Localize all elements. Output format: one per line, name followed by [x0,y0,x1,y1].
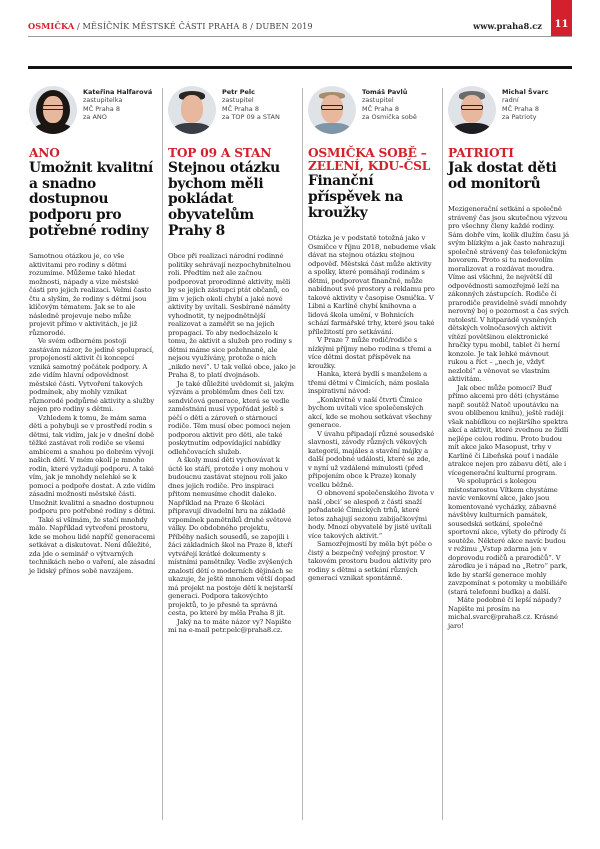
avatar [448,86,496,134]
author-role: zastupitelka [83,96,123,105]
opinion-columns [24,88,576,820]
paragraph: V úvahu připadají různé sousedské slavnosti, závody různých věkových kategorií, majáles a stavění májky a další podobné události, které se zde, v nyní už vzdálené minulosti (před připojením obce k Praze) konaly vcelku běžně. [308,429,435,489]
author-role: zastupitel [222,96,254,105]
author-name: Kateřina Halfarová [83,88,153,96]
paragraph: O obnovení společenského života v naší ‚obci‘ se alespoň z části snaží pořadatelé Čimických trhů, které letos zahajují sezonu zabijačkovými hody. Mnozí obyvatelé by jistě uvítali více takových aktivit.“ [308,489,434,540]
article-body [29,252,156,575]
paragraph: Ve svém odborném postoji zastávám názor, že jedině spoluprací, propojeností aktivit či koncepcí vzniká samotný počátek podpory. A zde vidím hlavní odpovědnost městské části. Vytvoření takových podmínek, aby mohly vznikat různorodé podpůrné aktivity a služby nejen pro rodiny s dětmi. [29,337,155,414]
party-label: ANO [29,146,60,160]
column-top09-stan [162,88,302,820]
party-label: TOP 09 A STAN [168,146,272,160]
author-role: zastupitel [362,96,394,105]
avatar [168,86,216,134]
column-patrioti [442,88,576,820]
avatar [308,86,356,134]
brand-name: OSMIČKA [28,21,75,31]
author-party: za Patrioty [502,113,537,122]
paragraph: Ve spolupráci s kolegou místostarostou Vítkem chystáme navíc venkovní akce, jako jsou komentované vycházky, zábavné návštěvy kulturních památek, sousedská setkání, společné sportovní akce, výlety do přírody či soutěže. Některé akce navíc budou v režimu „Vstup zdarma jen v doprovodu rodičů a prarodičů“. V zárodku je i nápad na „Retro“ park, kde by starší generace mohly zavzpomínat s potomky u mobiliáře (stará telefonní budka) a další. [448,477,568,596]
author-info [502,88,548,122]
column-ano [24,88,162,820]
paragraph: Hanka, která bydlí s manželem a třemi dětmi v Čimicích, nám poslala inspirativní návod: [308,370,430,396]
author-party: za TOP 09 a STAN [222,113,280,122]
author-info [83,88,152,122]
paragraph: Jaký na to máte názor vy? Napište mi na e-mail petr.pelc@praha8.cz. [168,617,292,635]
site-url[interactable]: www.praha8.cz [473,21,542,31]
paragraph: Obce při realizaci národní rodinné politiky sehrávají nezpochybnitelnou roli. Předtím než ale začnou podporovat prorodinné aktivity, měli by se jejich zástupci ptát občanů, co jim v jejich okolí chybí a jaké nové aktivity by uvítali. Sesbírané náměty vyhodnotit, ty nejpodnětnější realizovat a zaměřit se na jejich propagaci. To aby nedocházelo k tomu, že aktivit a služeb pro rodiny s dětmi máme sice požehnaně, ale nejsou využívány, protože o nich „nikdo neví“. U tak velké obce, jako je Praha 8, to platí dvojnásob. [168,252,296,380]
page-header [28,0,572,37]
author-party: za Osmička sobě [362,113,417,122]
section-divider [28,66,572,69]
paragraph: Také si všímám, že stačí mnohdy málo. Například vytvoření prostoru, kde se mohou lidé napříč generacemi setkávat a diskutovat. Není důležité, zda jde o seminář o výtvarných technikách nebo o vaření, ale zásadní je lidský přínos sobě navzájem. [29,515,156,575]
paragraph: Otázka je v podstatě totožná jako v Osmičce v říjnu 2018, nebudeme však dávat na stejnou otázku stejnou odpověď. Městská část může aktivity a spolky, které pomáhají rodinám s dětmi, podporovat finančně, může nabídnout své prostory a reklamu pro takové aktivity v časopise Osmička. V Libni a Karlíně chybí knihovna a lidová škola umění, v Bohnicích schází farmářské trhy, které jsou také příležitostí pro setkávání. [308,234,436,336]
author-block [448,88,570,138]
paragraph: Samozřejmostí by měla být péče o čistý a bezpečný veřejný prostor. V takovém prostoru budou aktivity pro rodiny s dětmi a setkání různých generací vznikat spontánně. [308,540,432,583]
party-label: OSMIČKA SOBĚ – ZELENÍ, KDU-ČSL [308,146,431,174]
author-info [362,88,417,122]
party-label: PATRIOTI [448,146,514,160]
column-osmicka-sobe [302,88,442,820]
article-body [308,234,436,583]
paragraph: Samotnou otázkou je, co vše aktivitami pro rodiny s dětmi rozumíme. Můžeme také hledat možnosti, nápady a vize městské části pro jejich realizaci. Velmi často čtu a slyším, že rodiny s dětmi jsou klíčovým tématem. Jak se to ale následně projevuje nebo může projevit přímo v aktivitách, je již různorodé. [29,252,152,337]
paragraph: Mezigenerační setkání a společně strávený čas jsou skutečnou výzvou pro všechny členy každé rodiny. Sám dobře vím, kolik dlužím času já svým blízkým a jak často nahrazuji společně strávený čas telefonickým hovorem. Proto si tu nedovolím moralizovat a rozdávat moudra. Víme asi všichni, že největší díl odpovědnosti samozřejmě leží na zákonných zástupcích. Rodiče či prarodiče pravidelně svádí mnohdy nerovný boj o pozornost a čas svých ratolestí. V hitparádě vysněných dětských volnočasových aktivit vítězí povětšinou elektronické hračky typu mobil, tablet či herní konzole. Je tak lehké mávnout rukou a říct – „nech je, vždyť nezlobí“ a věnovat se vlastním aktivitám. [448,205,569,384]
paragraph: V Praze 7 může rodič/rodiče s nízkými příjmy nebo rodina s třemi a více dětmi dostat příspěvek na kroužky. [308,336,432,370]
author-info [222,88,280,122]
avatar [29,86,77,134]
author-block [29,88,156,138]
paragraph: „Konkrétně v naší čtvrti Čimice bychom uvítali více společenských akcí, kde se mohou setkávat všechny generace. [308,395,432,430]
masthead [28,21,313,31]
article-headline: Finanční příspěvek na kroužky [308,173,403,221]
paragraph: Jak obec může pomoci? Buď přímo akcemi pro děti (chystáme např. soutěž Natoč upoutávku na svou oblíbenou knihu), ještě raději však nabídkou co nejširšího spektra akcí a aktivit, které zvednou ze židlí nejlépe celou rodinu. Proto budou mít akce jako Masopust, trhy v Karlíně či Libeňská pouť i nadále atrakce nejen pro zábavu dětí, ale i vícegenerační kulturní program. [448,383,569,477]
paragraph: A školy musí děti vychovávat k úctě ke stáří, protože i ony mohou v budoucnu zastávat stejnou roli jako dnes jejich rodiče. Pro inspiraci přitom nemusíme chodit daleko. Například na Praze 6 školáci připravují divadelní hru na základě vzpomínek pamětníků druhé světové války. Do obdobného projektu, Příběhy našich sousedů, se zapojili i žáci základních škol na Praze 8, kteří vytvářejí krátké dokumenty s místními pamětníky. Vedle zvýšených znalostí dětí o moderních dějinách se ukazuje, že ještě mnohem větší dopad má projekt na postoje dětí k nejstarší generaci. Podpora takovýchto projektů, to je přesně ta správná cesta, po které by měla Praha 8 jít. [168,456,296,618]
author-block [308,88,436,138]
author-role: radní [502,96,519,105]
article-headline: Jak dostat děti od monitorů [448,160,557,192]
author-district: MČ Praha 8 [362,104,399,113]
author-district: MČ Praha 8 [502,104,539,113]
masthead-issue: / MĚSÍČNÍK MĚSTSKÉ ČÁSTI PRAHA 8 / DUBEN 2019 [74,21,313,31]
author-name: Michal Švarc [502,88,549,96]
author-district: MČ Praha 8 [83,104,120,113]
article-body [448,205,570,630]
paragraph: Máte podobné či lepší nápady? Napište mi prosím na michal.svarc@praha8.cz. Krásné jaro! [448,596,562,630]
author-block [168,88,296,138]
author-name: Petr Pelc [222,88,256,96]
article-headline: Umožnit kvalitní a snadno dostupnou podporu pro potřebné rodiny [29,160,153,239]
page-number: 11 [551,0,572,36]
paragraph: Je také důležité uvědomit si, jakým výzvám a problémům dnes čelí tzv. sendvičová generace, která se vedle zaměstnání musí vypořádat ještě s péčí o děti a zároveň o stárnoucí rodiče. Těm musí obec pomoci nejen podporou aktivit pro děti, ale také poskytnutím odpovídající nabídky odlehčovacích služeb. [168,379,294,456]
paragraph: Vzhledem k tomu, že mám sama děti a pohybuji se v prostředí rodin s dětmi, tak vidím, jak je v dnešní době těžké zastávat roli rodiče se všemi ambicemi a snahou po dobrém vývoji našich dětí. V mém okolí je mnoho rodin, které vyžadují podporu. A také vím, jak je mnohdy nelehké se k pomoci a podpoře dostat. A zde vidím zásadní možnosti městské části. Umožnit kvalitní a snadno dostupnou podporu pro potřebné rodiny s dětmi. [29,413,156,516]
author-district: MČ Praha 8 [222,104,259,113]
author-name: Tomáš Pavlů [362,88,408,96]
author-party: za ANO [83,113,107,122]
article-body [168,252,296,635]
article-headline: Stejnou otázku bychom měli pokládat obyvatelům Prahy 8 [168,160,280,239]
